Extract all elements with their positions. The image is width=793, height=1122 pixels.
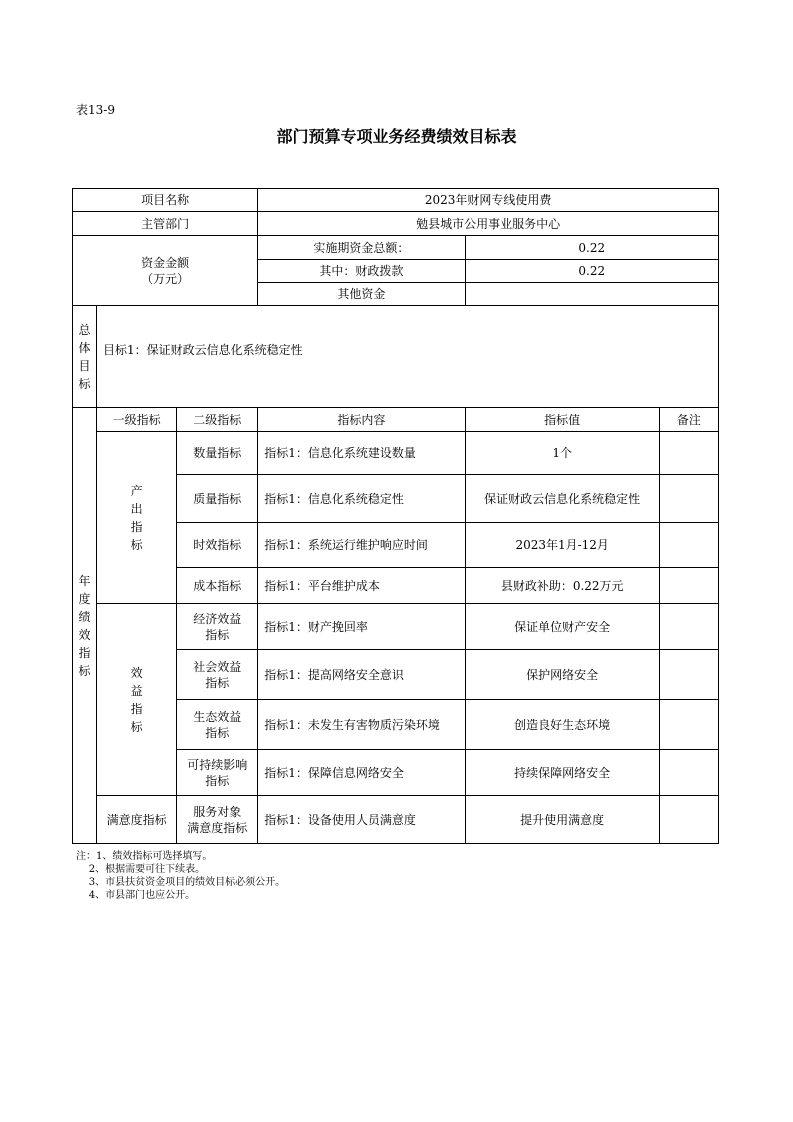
content-cell: 指标1：提高网络安全意识 <box>258 650 465 700</box>
value-cell: 2023年1月-12月 <box>465 523 659 568</box>
remark-cell <box>659 650 718 700</box>
fund-other-label: 其他资金 <box>258 283 465 306</box>
table-row <box>73 604 719 650</box>
value-cell: 创造良好生态环境 <box>465 700 659 750</box>
content-cell: 指标1：系统运行维护响应时间 <box>258 523 465 568</box>
remark-cell <box>659 568 718 604</box>
header-level2: 二级指标 <box>177 408 258 432</box>
fund-fiscal-value: 0.22 <box>465 260 718 283</box>
footnote-line: 3、市县扶贫资金项目的绩效目标必须公开。 <box>76 877 286 888</box>
level2-cell: 社会效益 指标 <box>177 650 258 700</box>
project-name-value: 2023年财网专线使用费 <box>258 189 719 212</box>
project-name-label: 项目名称 <box>73 189 258 212</box>
value-cell: 1个 <box>465 432 659 475</box>
fund-amount-label <box>73 236 258 306</box>
department-row <box>73 212 719 236</box>
content-cell: 指标1：设备使用人员满意度 <box>258 796 465 844</box>
footnote-line: 2、根据需要可往下续表。 <box>76 864 206 875</box>
fund-amount-label-line2: （万元） <box>141 271 190 286</box>
overall-goal-label: 总体目标 <box>73 306 97 408</box>
department-label: 主管部门 <box>73 212 258 236</box>
project-name-row <box>73 189 719 212</box>
fund-total-label: 实施期资金总额： <box>258 236 465 260</box>
remark-cell <box>659 432 718 475</box>
table-number: 表13-9 <box>76 103 115 117</box>
remark-cell <box>659 475 718 523</box>
fund-other-value <box>465 283 718 306</box>
level2-cell: 质量指标 <box>177 475 258 523</box>
performance-goal-table <box>72 188 719 844</box>
value-cell: 县财政补助：0.22万元 <box>465 568 659 604</box>
value-cell: 保证财政云信息化系统稳定性 <box>465 475 659 523</box>
benefit-indicators-label: 效益指标 <box>97 604 177 796</box>
remark-cell <box>659 604 718 650</box>
header-remark: 备注 <box>659 408 718 432</box>
header-value: 指标值 <box>465 408 659 432</box>
indicator-header-row <box>73 408 719 432</box>
table-row <box>73 432 719 475</box>
remark-cell <box>659 750 718 796</box>
level2-cell: 服务对象 满意度指标 <box>177 796 258 844</box>
content-cell: 指标1：信息化系统建设数量 <box>258 432 465 475</box>
page-title: 部门预算专项业务经费绩效目标表 <box>276 127 517 146</box>
level2-cell: 数量指标 <box>177 432 258 475</box>
content-cell: 指标1：信息化系统稳定性 <box>258 475 465 523</box>
remark-cell <box>659 796 718 844</box>
fund-total-row <box>73 236 719 260</box>
fund-fiscal-label: 其中：财政拨款 <box>258 260 465 283</box>
output-indicators-label: 产出指标 <box>97 432 177 604</box>
fund-total-value: 0.22 <box>465 236 718 260</box>
content-cell: 指标1：平台维护成本 <box>258 568 465 604</box>
content-cell: 指标1：保障信息网络安全 <box>258 750 465 796</box>
remark-cell <box>659 700 718 750</box>
content-cell: 指标1：未发生有害物质污染环境 <box>258 700 465 750</box>
value-cell: 保证单位财产安全 <box>465 604 659 650</box>
footnote-line: 4、市县部门也应公开。 <box>76 890 196 901</box>
value-cell: 保护网络安全 <box>465 650 659 700</box>
satisfaction-indicators-label: 满意度指标 <box>97 796 177 844</box>
footnotes <box>76 850 285 902</box>
level2-cell: 生态效益 指标 <box>177 700 258 750</box>
value-cell: 提升使用满意度 <box>465 796 659 844</box>
header-level1: 一级指标 <box>97 408 177 432</box>
annual-indicators-label: 年度绩效指标 <box>73 408 97 844</box>
level2-cell: 可持续影响 指标 <box>177 750 258 796</box>
overall-goal-row <box>73 306 719 408</box>
remark-cell <box>659 523 718 568</box>
level2-cell: 成本指标 <box>177 568 258 604</box>
level2-cell: 时效指标 <box>177 523 258 568</box>
department-value: 勉县城市公用事业服务中心 <box>258 212 719 236</box>
fund-amount-label-line1: 资金金额 <box>141 255 190 270</box>
overall-goal-text: 目标1：保证财政云信息化系统稳定性 <box>97 306 719 408</box>
table-row <box>73 796 719 844</box>
content-cell: 指标1：财产挽回率 <box>258 604 465 650</box>
footnote-line: 注：1、绩效指标可选择填写。 <box>76 851 213 862</box>
level2-cell: 经济效益 指标 <box>177 604 258 650</box>
value-cell: 持续保障网络安全 <box>465 750 659 796</box>
header-content: 指标内容 <box>258 408 465 432</box>
